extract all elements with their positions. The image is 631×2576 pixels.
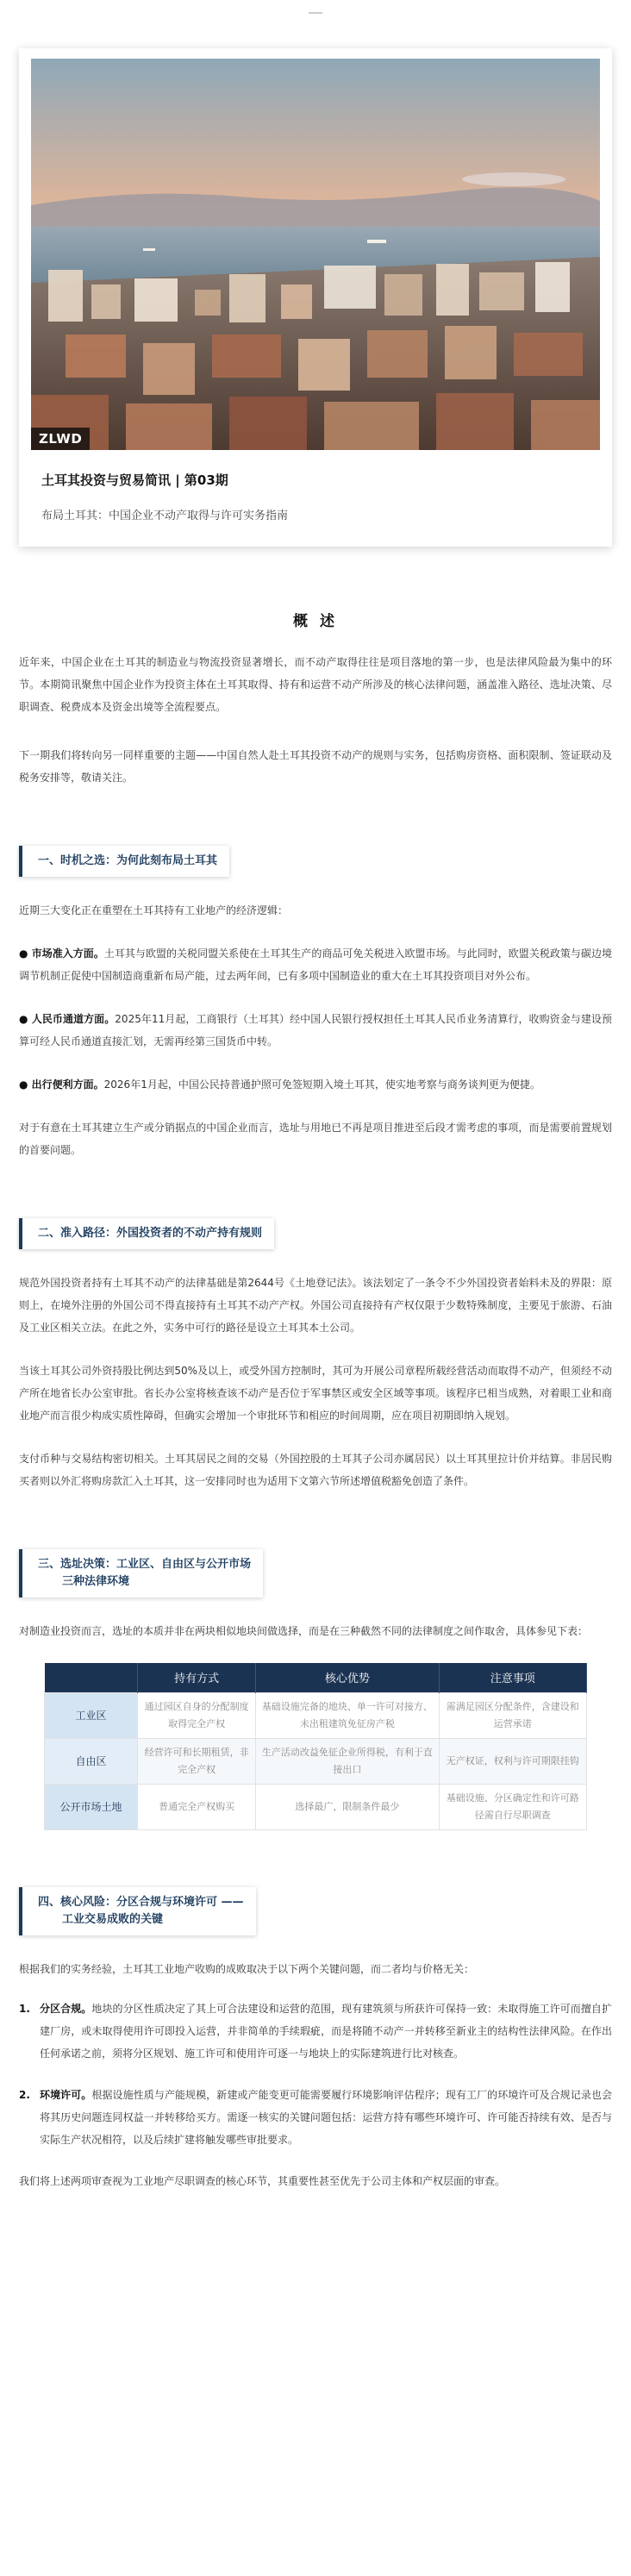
table-cell: 无产权证，权利与许可期限挂钩: [439, 1738, 586, 1784]
table-row: [45, 1784, 587, 1829]
risk-list: [19, 1998, 612, 2151]
overview-section: [19, 609, 612, 789]
section-2-paragraph-2: 当该土耳其公司外资持股比例达到50%及以上，或受外国方控制时，其可为开展公司章程所载经营活动而取得不动产，但须经不动产所在地省长办公室审批。省长办公室将核查该不动产是否位于军事禁区或安全区域等事项。该程序已相当成熟，对着眼工业和商业地产而言很少构成实质性障碍，但确实会增加一个审批环节和相应的时间周期，应在项目初期即纳入规划。: [19, 1365, 612, 1422]
bullet-market-access-text: 土耳其与欧盟的关税同盟关系使在土耳其生产的商品可免关税进入欧盟市场。与此同时，欧盟关税政策与碳边境调节机制正促使中国制造商重新布局产能，过去两年间，已有多项中国制造业的重大在土耳其投资项目对外公布。: [19, 947, 612, 982]
list-item-number: 2.: [19, 2088, 30, 2101]
bullet-rmb-channel-title: ● 人民币通道方面。: [19, 1013, 116, 1025]
overview-paragraph-2: 下一期我们将转向另一同样重要的主题——中国自然人赴土耳其投资不动产的规则与实务，包括购房资格、面积限制、签证联动及税务安排等，敬请关注。: [19, 749, 612, 784]
section-4: [19, 1830, 612, 2192]
bullet-travel: [19, 1073, 612, 1096]
table-header-cell: 持有方式: [138, 1663, 256, 1692]
section-2-paragraph-3: 支付币种与交易结构密切相关。土耳其居民之间的交易（外国控股的土耳其子公司亦属居民）以土耳其里拉计价并结算。非居民购买者则以外汇将购房款汇入土耳其，这一安排同时也为适用下文第六节所述增值税豁免创造了条件。: [19, 1453, 612, 1487]
table-row: [45, 1692, 587, 1738]
section-2-heading: [19, 1218, 274, 1249]
section-4-heading-line-1: 四、核心风险：分区合规与环境许可 ——: [38, 1895, 244, 1909]
table-row-label: 工业区: [45, 1692, 138, 1738]
location-comparison-table: [44, 1663, 587, 1830]
section-2-heading-text: 二、准入路径：外国投资者的不动产持有规则: [38, 1227, 263, 1240]
bullet-rmb-channel-text: 2025年11月起，工商银行（土耳其）经中国人民银行授权担任土耳其人民币业务清算行，收购资金与建设预算可经人民币通道直接汇划，无需再经第三国货币中转。: [19, 1013, 612, 1047]
overview-heading: 概 述: [293, 613, 338, 630]
list-item: [19, 1998, 612, 2065]
list-item: [19, 2084, 612, 2151]
brand-badge: ZLWD: [31, 428, 90, 450]
table-header-cell: [45, 1663, 138, 1692]
bullet-travel-text: 2026年1月起，中国公民持普通护照可免签短期入境土耳其，使实地考察与商务谈判更为便捷。: [103, 1079, 540, 1091]
city-skyline-photo: [31, 59, 600, 450]
list-item-body: [40, 2084, 612, 2151]
table-cell: 选择最广，限制条件最少: [256, 1784, 439, 1829]
section-3: [19, 1492, 612, 1830]
bullet-market-access-title: ● 市场准入方面。: [19, 947, 104, 960]
section-1-closing: 对于有意在土耳其建立生产或分销据点的中国企业而言，选址与用地已不再是项目推进至后段才需考虑的事项，而是需要前置规划的首要问题。: [19, 1122, 612, 1156]
section-1-heading: [19, 846, 229, 877]
bullet-market-access: [19, 942, 612, 987]
table-cell: 经营许可和长期租赁，非完全产权: [138, 1738, 256, 1784]
newsletter-subtitle: 布局土耳其：中国企业不动产取得与许可实务指南: [41, 510, 289, 522]
table-header-cell: 注意事项: [439, 1663, 586, 1692]
list-item-text: 地块的分区性质决定了其上可合法建设和运营的范围，现有建筑须与所获许可保持一致：未取得施工许可而擅自扩建厂房，或未取得使用许可即投入运营，并非简单的手续瑕疵，而是将随不动产一并转移至新业主的结构性法律风险。在作出任何承诺之前，须将分区规划、施工许可和使用许可逐一与地块上的实际建筑进行比对核查。: [40, 2002, 612, 2060]
overview-paragraph-1: 近年来，中国企业在土耳其的制造业与物流投资显著增长，而不动产取得往往是项目落地的第一步，也是法律风险最为集中的环节。本期简讯聚焦中国企业作为投资主体在土耳其取得、持有和运营不动产所涉及的核心法律问题，涵盖准入路径、选址决策、尽职调查、税费成本及资金出境等全流程要点。: [19, 656, 612, 713]
section-3-intro: 对制造业投资而言，选址的本质并非在两块相似地块间做选择，而是在三种截然不同的法律制度之间作取舍，具体参见下表：: [19, 1625, 589, 1637]
section-4-heading-line-2: 工业交易成败的关键: [62, 1912, 164, 1926]
table-header-row: [45, 1663, 587, 1692]
table-row-label: 自由区: [45, 1738, 138, 1784]
section-1: [19, 789, 612, 1161]
section-3-heading: [19, 1549, 263, 1597]
hero-text: [19, 440, 612, 547]
list-item-number: 1.: [19, 2002, 30, 2015]
table-header-cell: 核心优势: [256, 1663, 439, 1692]
table-cell: 基础设施完备的地块、单一许可对接方、未出租建筑免征房产税: [256, 1692, 439, 1738]
section-3-heading-line-2: 三种法律环境: [62, 1575, 130, 1588]
table-cell: 需满足园区分配条件，含建设和运营承诺: [439, 1692, 586, 1738]
section-2: [19, 1161, 612, 1492]
section-2-paragraph-1: 规范外国投资者持有土耳其不动产的法律基础是第2644号《土地登记法》。该法划定了一条令不少外国投资者始料未及的界限：原则上，在境外注册的外国公司不得直接持有土耳其不动产产权。外国公司直接持有产权仅限于少数特殊制度，主要见于旅游、石油及工业区相关立法。在此之外，实务中可行的路径是设立土耳其本土公司。: [19, 1277, 612, 1334]
list-item-body: [40, 1998, 612, 2065]
table-cell: 普通完全产权购买: [138, 1784, 256, 1829]
section-3-heading-line-1: 三、选址决策：工业区、自由区与公开市场: [38, 1558, 252, 1571]
section-4-heading: [19, 1887, 256, 1935]
bullet-rmb-channel: [19, 1008, 612, 1053]
section-4-intro: 根据我们的实务经验，土耳其工业地产收购的成败取决于以下两个关键问题，而二者均与价格无关：: [19, 1962, 475, 1975]
section-1-heading-text: 一、时机之选：为何此刻布局土耳其: [38, 854, 218, 867]
hero-card[interactable]: [19, 48, 612, 547]
list-item-title: 分区合规。: [40, 2002, 92, 2015]
list-item-text: 根据设施性质与产能规模，新建或产能变更可能需要履行环境影响评估程序；现有工厂的环境许可及合规记录也会将其历史问题连同权益一并转移给买方。需逐一核实的关键问题包括：运营方持有哪些环境许可、许可能否持续有效、是否与实际生产状况相符，以及后续扩建将触发哪些审批要求。: [40, 2088, 612, 2146]
hero-image: [31, 59, 600, 450]
table-row-label: 公开市场土地: [45, 1784, 138, 1829]
bullet-travel-title: ● 出行便利方面。: [19, 1079, 104, 1091]
newsletter-title: 土耳其投资与贸易简讯 | 第03期: [41, 472, 228, 488]
table-cell: 通过园区自身的分配制度取得完全产权: [138, 1692, 256, 1738]
section-1-intro: 近期三大变化正在重塑在土耳其持有工业地产的经济逻辑：: [19, 904, 289, 916]
table-cell: 生产活动改益免征企业所得税，有利于直接出口: [256, 1738, 439, 1784]
section-4-closing: 我们将上述两项审查视为工业地产尽职调查的核心环节，其重要性甚至优先于公司主体和产权层面的审查。: [19, 2174, 506, 2187]
table-cell: 基础设施、分区确定性和许可路径需自行尽职调查: [439, 1784, 586, 1829]
table-row: [45, 1738, 587, 1784]
list-item-title: 环境许可。: [40, 2088, 92, 2101]
drag-handle[interactable]: [309, 12, 322, 14]
